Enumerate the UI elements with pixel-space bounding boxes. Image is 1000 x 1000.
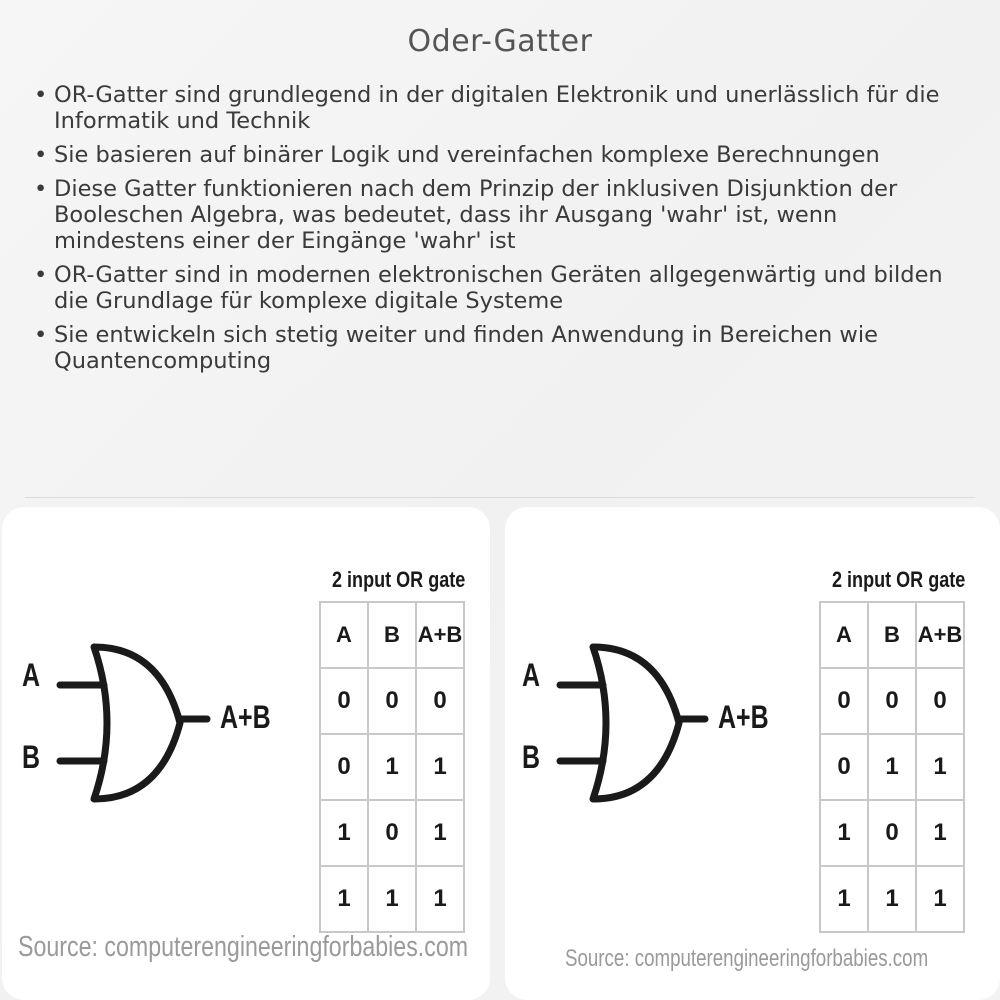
table-cell: 0 bbox=[916, 668, 964, 734]
table-row bbox=[820, 866, 964, 932]
bullet-text: Diese Gatter funktionieren nach dem Prinzip der inklusiven Disjunktion der Booleschen Algebra, was bedeutet, dass ihr Ausgang 'wahr' ist, wenn mindestens einer der Eingänge 'wahr' ist bbox=[54, 176, 898, 254]
table-row bbox=[820, 800, 964, 866]
output-label: A+B bbox=[718, 699, 769, 735]
gate-title: 2 input OR gate bbox=[332, 567, 466, 592]
truth-table bbox=[819, 601, 965, 933]
table-header-row bbox=[820, 602, 964, 668]
table-row bbox=[820, 734, 964, 800]
table-header-cell: A bbox=[820, 602, 868, 668]
table-header-cell: A+B bbox=[916, 602, 964, 668]
bullet-item bbox=[34, 176, 964, 254]
input-a-label: A bbox=[522, 657, 541, 693]
bullet-item bbox=[34, 322, 964, 374]
table-cell: 1 bbox=[916, 800, 964, 866]
table-cell: 1 bbox=[416, 866, 464, 932]
table-header-row bbox=[320, 602, 464, 668]
bullet-dot: • bbox=[34, 82, 48, 108]
table-cell: 0 bbox=[368, 800, 416, 866]
table-cell: 1 bbox=[868, 866, 916, 932]
source-credit: Source: computerengineeringforbabies.com bbox=[18, 931, 469, 963]
table-cell: 1 bbox=[320, 866, 368, 932]
table-cell: 1 bbox=[320, 800, 368, 866]
table-cell: 1 bbox=[368, 866, 416, 932]
table-cell: 1 bbox=[368, 734, 416, 800]
bullet-text: OR-Gatter sind in modernen elektronischen Geräten allgegenwärtig und bilden die Grundlage für komplexe digitale Systeme bbox=[54, 262, 943, 314]
table-cell: 1 bbox=[916, 866, 964, 932]
output-label: A+B bbox=[220, 699, 271, 735]
bullet-text: OR-Gatter sind grundlegend in der digitalen Elektronik und unerlässlich für die Informatik und Technik bbox=[54, 82, 940, 134]
bullet-dot: • bbox=[34, 262, 48, 288]
bullet-text: Sie basieren auf binärer Logik und vereinfachen komplexe Berechnungen bbox=[54, 142, 880, 168]
bullet-dot: • bbox=[34, 142, 48, 168]
table-cell: 1 bbox=[916, 734, 964, 800]
bullet-list bbox=[34, 82, 964, 382]
table-row bbox=[320, 866, 464, 932]
bullet-item bbox=[34, 82, 964, 134]
table-cell: 0 bbox=[320, 668, 368, 734]
table-header-cell: B bbox=[868, 602, 916, 668]
table-cell: 1 bbox=[820, 800, 868, 866]
table-cell: 1 bbox=[416, 800, 464, 866]
table-header-cell: B bbox=[368, 602, 416, 668]
table-header-cell: A bbox=[320, 602, 368, 668]
table-header-cell: A+B bbox=[416, 602, 464, 668]
table-cell: 1 bbox=[868, 734, 916, 800]
table-cell: 1 bbox=[820, 866, 868, 932]
table-cell: 0 bbox=[820, 668, 868, 734]
or-gate-figure-left bbox=[2, 507, 490, 1000]
section-divider bbox=[25, 497, 975, 498]
table-cell: 0 bbox=[868, 668, 916, 734]
bullet-text: Sie entwickeln sich stetig weiter und finden Anwendung in Bereichen wie Quantencomputing bbox=[54, 322, 878, 374]
table-cell: 0 bbox=[820, 734, 868, 800]
bullet-item bbox=[34, 262, 964, 314]
page-title: Oder-Gatter bbox=[407, 24, 593, 59]
table-cell: 0 bbox=[416, 668, 464, 734]
gate-title: 2 input OR gate bbox=[832, 567, 966, 592]
table-cell: 0 bbox=[320, 734, 368, 800]
input-b-label: B bbox=[22, 739, 41, 775]
bullet-dot: • bbox=[34, 322, 48, 348]
table-cell: 1 bbox=[416, 734, 464, 800]
table-row bbox=[820, 668, 964, 734]
truth-table bbox=[319, 601, 465, 933]
source-credit: Source: computerengineeringforbabies.com bbox=[565, 945, 929, 972]
table-row bbox=[320, 800, 464, 866]
or-gate-figure-right bbox=[505, 507, 1000, 1000]
bullet-item bbox=[34, 142, 964, 168]
table-row bbox=[320, 668, 464, 734]
table-cell: 0 bbox=[368, 668, 416, 734]
input-a-label: A bbox=[22, 657, 41, 693]
table-cell: 0 bbox=[868, 800, 916, 866]
bullet-dot: • bbox=[34, 176, 48, 202]
input-b-label: B bbox=[522, 739, 541, 775]
table-row bbox=[320, 734, 464, 800]
